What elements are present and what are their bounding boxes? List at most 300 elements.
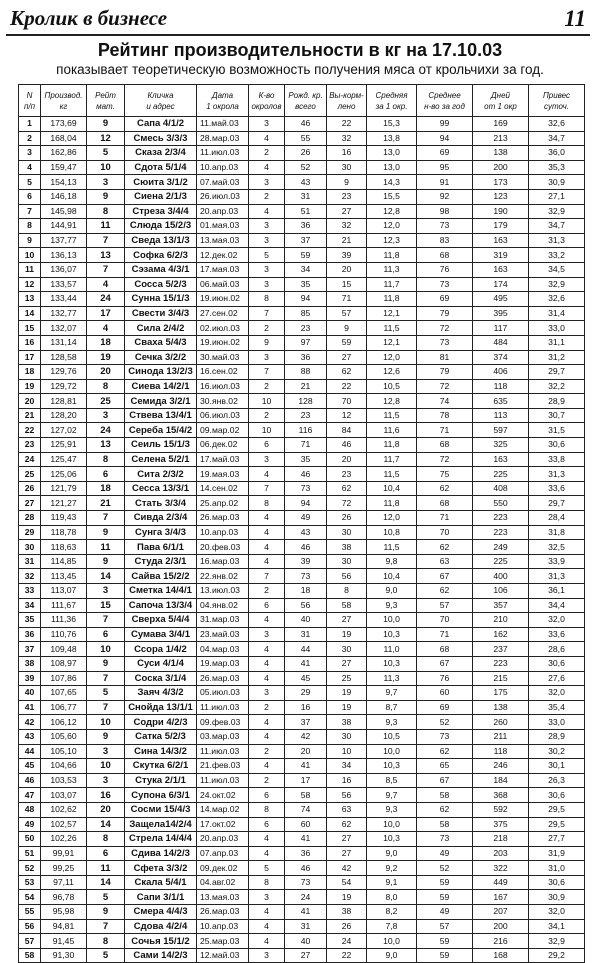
table-cell: 3 <box>19 146 41 161</box>
table-cell: Сина 14/3/2 <box>125 744 197 759</box>
table-cell: 8 <box>87 452 125 467</box>
table-cell: 223 <box>473 511 529 526</box>
table-cell: 5 <box>87 686 125 701</box>
table-cell: 70 <box>417 613 473 628</box>
column-header: N п/п <box>19 85 41 117</box>
table-cell: 21 <box>19 408 41 423</box>
table-cell: 26.мар.03 <box>197 905 249 920</box>
table-cell: 17 <box>285 773 327 788</box>
table-cell: 34,1 <box>529 919 585 934</box>
table-cell: 4 <box>87 321 125 336</box>
table-cell: 168 <box>473 948 529 963</box>
table-cell: 11 <box>87 540 125 555</box>
table-cell: 322 <box>473 861 529 876</box>
table-cell: 9,3 <box>367 715 417 730</box>
table-cell: 10,5 <box>367 379 417 394</box>
table-row <box>19 496 585 511</box>
table-row <box>19 321 585 336</box>
table-cell: 12,1 <box>367 306 417 321</box>
table-cell: 105,10 <box>41 744 87 759</box>
table-cell: 95 <box>417 160 473 175</box>
table-cell: 6 <box>87 467 125 482</box>
table-cell: 179 <box>473 219 529 234</box>
table-cell: 3 <box>87 408 125 423</box>
table-cell: Сумава 3/4/1 <box>125 627 197 642</box>
table-cell: 30,6 <box>529 656 585 671</box>
table-cell: Сосми 15/4/3 <box>125 802 197 817</box>
table-cell: 136,13 <box>41 248 87 263</box>
table-cell: 10.апр.03 <box>197 160 249 175</box>
table-cell: 9 <box>327 175 367 190</box>
table-cell: 26 <box>19 481 41 496</box>
table-cell: 54 <box>327 875 367 890</box>
table-cell: 31 <box>19 554 41 569</box>
table-cell: 50 <box>19 832 41 847</box>
table-cell: 25 <box>19 467 41 482</box>
table-cell: Стать 3/3/4 <box>125 496 197 511</box>
table-row <box>19 861 585 876</box>
table-cell: 9 <box>87 117 125 132</box>
table-cell: 3 <box>249 890 285 905</box>
table-cell: 40 <box>285 934 327 949</box>
table-cell: 13 <box>87 438 125 453</box>
table-row <box>19 219 585 234</box>
table-cell: 67 <box>417 656 473 671</box>
table-cell: 32,0 <box>529 613 585 628</box>
table-cell: 2 <box>19 131 41 146</box>
table-cell: 9 <box>19 233 41 248</box>
table-cell: 10,5 <box>367 729 417 744</box>
table-cell: 15 <box>327 277 367 292</box>
table-cell: 11,3 <box>367 262 417 277</box>
table-cell: 26 <box>327 511 367 526</box>
table-cell: Смесь 3/3/3 <box>125 131 197 146</box>
table-cell: 24.окт.02 <box>197 788 249 803</box>
table-cell: 19.июн.02 <box>197 335 249 350</box>
table-cell: 9 <box>327 321 367 336</box>
table-row <box>19 306 585 321</box>
table-cell: 163 <box>473 452 529 467</box>
table-cell: 29,5 <box>529 802 585 817</box>
table-cell: 43 <box>285 525 327 540</box>
table-cell: 31 <box>285 627 327 642</box>
table-cell: 237 <box>473 642 529 657</box>
table-cell: 33,0 <box>529 715 585 730</box>
table-row <box>19 175 585 190</box>
table-cell: 54 <box>19 890 41 905</box>
table-cell: 31,2 <box>529 350 585 365</box>
table-cell: 26.июл.03 <box>197 189 249 204</box>
column-header: Вы-корм- лено <box>327 85 367 117</box>
table-cell: 133,57 <box>41 277 87 292</box>
table-cell: 19 <box>327 627 367 642</box>
table-cell: 8 <box>87 379 125 394</box>
table-cell: 9 <box>87 189 125 204</box>
table-cell: 102,62 <box>41 802 87 817</box>
table-cell: 62 <box>417 481 473 496</box>
table-cell: 29,7 <box>529 365 585 380</box>
table-cell: 13.июл.03 <box>197 584 249 599</box>
table-cell: 24 <box>19 452 41 467</box>
table-cell: 58 <box>285 788 327 803</box>
table-cell: 24 <box>87 292 125 307</box>
table-cell: 38 <box>327 715 367 730</box>
table-cell: 7 <box>249 306 285 321</box>
table-cell: 22 <box>327 117 367 132</box>
table-row <box>19 117 585 132</box>
table-cell: 15 <box>19 321 41 336</box>
table-cell: 15 <box>87 598 125 613</box>
table-row <box>19 832 585 847</box>
table-cell: 3 <box>249 627 285 642</box>
table-cell: 31 <box>285 189 327 204</box>
table-cell: 58 <box>327 598 367 613</box>
table-cell: 128,81 <box>41 394 87 409</box>
table-cell: 7 <box>249 481 285 496</box>
table-cell: 26,3 <box>529 773 585 788</box>
table-cell: 13 <box>87 248 125 263</box>
table-cell: 30 <box>327 525 367 540</box>
table-cell: 4 <box>249 729 285 744</box>
table-cell: 30,1 <box>529 759 585 774</box>
table-cell: 20 <box>285 744 327 759</box>
table-cell: 190 <box>473 204 529 219</box>
table-cell: 33,9 <box>529 554 585 569</box>
table-cell: 2 <box>249 700 285 715</box>
table-cell: 97 <box>285 335 327 350</box>
table-cell: 35 <box>19 613 41 628</box>
table-cell: 6 <box>87 846 125 861</box>
table-cell: 121,79 <box>41 481 87 496</box>
table-cell: 59 <box>417 934 473 949</box>
table-cell: 12 <box>87 131 125 146</box>
table-cell: 91 <box>417 175 473 190</box>
table-cell: 4 <box>249 934 285 949</box>
table-cell: 30 <box>327 554 367 569</box>
table-cell: 9 <box>87 554 125 569</box>
table-cell: 07.апр.03 <box>197 846 249 861</box>
table-cell: 27 <box>327 832 367 847</box>
table-cell: 20 <box>87 365 125 380</box>
table-header <box>19 85 585 117</box>
table-cell: 62 <box>327 365 367 380</box>
table-cell: 1 <box>19 117 41 132</box>
table-cell: 12,8 <box>367 394 417 409</box>
table-cell: 46 <box>285 861 327 876</box>
table-cell: 118 <box>473 744 529 759</box>
table-cell: 49 <box>285 511 327 526</box>
table-cell: 45 <box>285 671 327 686</box>
table-cell: 31,3 <box>529 569 585 584</box>
table-cell: 71 <box>285 438 327 453</box>
table-cell: 26.мар.03 <box>197 511 249 526</box>
table-cell: 57 <box>417 598 473 613</box>
table-cell: 103,07 <box>41 788 87 803</box>
table-cell: 5 <box>87 948 125 963</box>
table-cell: 43 <box>285 175 327 190</box>
table-cell: 12.май.03 <box>197 948 249 963</box>
table-cell: Сапа 4/1/2 <box>125 117 197 132</box>
table-cell: 8,7 <box>367 700 417 715</box>
table-cell: 34 <box>19 598 41 613</box>
table-cell: 103,53 <box>41 773 87 788</box>
table-row <box>19 613 585 628</box>
table-cell: 31.мар.03 <box>197 613 249 628</box>
table-cell: 14 <box>19 306 41 321</box>
table-cell: 32 <box>19 569 41 584</box>
table-cell: 59 <box>285 248 327 263</box>
table-cell: 168,04 <box>41 131 87 146</box>
table-cell: 06.дек.02 <box>197 438 249 453</box>
table-row <box>19 934 585 949</box>
table-cell: 4 <box>249 846 285 861</box>
table-cell: 14 <box>87 875 125 890</box>
table-cell: 21 <box>327 233 367 248</box>
table-cell: 10,0 <box>367 934 417 949</box>
table-cell: 62 <box>417 584 473 599</box>
table-cell: Суси 4/1/4 <box>125 656 197 671</box>
table-cell: Защела14/2/4 <box>125 817 197 832</box>
table-cell: 368 <box>473 788 529 803</box>
table-cell: 38 <box>327 905 367 920</box>
table-cell: 23 <box>285 408 327 423</box>
table-cell: 83 <box>417 233 473 248</box>
table-cell: 16 <box>87 788 125 803</box>
table-cell: 8 <box>249 292 285 307</box>
table-cell: 23 <box>19 438 41 453</box>
table-cell: 7 <box>19 204 41 219</box>
table-cell: 28,9 <box>529 394 585 409</box>
table-cell: 5 <box>87 890 125 905</box>
table-cell: 74 <box>417 394 473 409</box>
table-row <box>19 204 585 219</box>
table-cell: 11.июл.03 <box>197 700 249 715</box>
table-cell: 3 <box>249 262 285 277</box>
table-cell: 56 <box>327 569 367 584</box>
table-cell: 128,58 <box>41 350 87 365</box>
table-cell: 30 <box>19 540 41 555</box>
table-cell: 33,8 <box>529 452 585 467</box>
table-cell: 22 <box>327 379 367 394</box>
table-cell: 113,07 <box>41 584 87 599</box>
table-cell: 73 <box>285 875 327 890</box>
table-cell: 13 <box>19 292 41 307</box>
table-cell: 29,5 <box>529 817 585 832</box>
table-row <box>19 627 585 642</box>
table-row <box>19 248 585 263</box>
table-cell: 27.сен.02 <box>197 306 249 321</box>
table-cell: 55 <box>285 131 327 146</box>
table-cell: 68 <box>417 438 473 453</box>
table-cell: 5 <box>19 175 41 190</box>
table-cell: 72 <box>327 496 367 511</box>
table-cell: Сдота 5/1/4 <box>125 160 197 175</box>
table-cell: 4 <box>249 919 285 934</box>
table-cell: 200 <box>473 160 529 175</box>
table-cell: 6 <box>249 598 285 613</box>
table-cell: 70 <box>327 394 367 409</box>
table-cell: 200 <box>473 919 529 934</box>
table-row <box>19 817 585 832</box>
column-header: Дней от 1 окр <box>473 85 529 117</box>
table-cell: 41 <box>285 832 327 847</box>
table-cell: 3 <box>87 773 125 788</box>
table-cell: Сила 2/4/2 <box>125 321 197 336</box>
table-cell: 31 <box>285 919 327 934</box>
table-cell: 35 <box>285 277 327 292</box>
table-row <box>19 905 585 920</box>
table-row <box>19 394 585 409</box>
table-cell: 29 <box>19 525 41 540</box>
table-cell: 29,7 <box>529 496 585 511</box>
table-cell: 8 <box>19 219 41 234</box>
table-cell: 357 <box>473 598 529 613</box>
table-cell: 27 <box>327 350 367 365</box>
table-cell: 30.май.03 <box>197 350 249 365</box>
table-cell: 17.окт.02 <box>197 817 249 832</box>
table-cell: 81 <box>417 350 473 365</box>
table-cell: 12 <box>327 408 367 423</box>
table-cell: 38 <box>327 540 367 555</box>
table-cell: 27 <box>327 656 367 671</box>
table-cell: 21 <box>87 496 125 511</box>
table-cell: 11,5 <box>367 321 417 336</box>
table-cell: 7 <box>87 262 125 277</box>
table-cell: 19 <box>327 700 367 715</box>
table-cell: 125,47 <box>41 452 87 467</box>
table-cell: 246 <box>473 759 529 774</box>
table-cell: 98 <box>417 204 473 219</box>
table-cell: 32 <box>327 131 367 146</box>
table-cell: 117 <box>473 321 529 336</box>
table-cell: 57 <box>327 306 367 321</box>
table-cell: 19.мар.03 <box>197 656 249 671</box>
table-cell: 12 <box>19 277 41 292</box>
table-cell: 20.фев.03 <box>197 540 249 555</box>
table-cell: 11,8 <box>367 248 417 263</box>
table-cell: 07.май.03 <box>197 175 249 190</box>
table-cell: 79 <box>417 365 473 380</box>
table-cell: 69 <box>417 292 473 307</box>
table-cell: 67 <box>417 773 473 788</box>
table-cell: Сечка 3/2/2 <box>125 350 197 365</box>
table-row <box>19 715 585 730</box>
table-cell: 9,7 <box>367 788 417 803</box>
table-cell: Супона 6/3/1 <box>125 788 197 803</box>
table-cell: 19 <box>327 890 367 905</box>
table-cell: Селена 5/2/1 <box>125 452 197 467</box>
table-cell: 19 <box>87 350 125 365</box>
table-cell: 04.авг.02 <box>197 875 249 890</box>
table-cell: 24 <box>327 934 367 949</box>
table-cell: 68 <box>417 496 473 511</box>
table-cell: 8 <box>87 204 125 219</box>
table-cell: 129,72 <box>41 379 87 394</box>
table-cell: 31,8 <box>529 525 585 540</box>
table-cell: 59 <box>417 875 473 890</box>
table-cell: 30,7 <box>529 408 585 423</box>
table-cell: 400 <box>473 569 529 584</box>
table-row <box>19 452 585 467</box>
table-cell: 11,5 <box>367 540 417 555</box>
table-cell: 33,2 <box>529 248 585 263</box>
table-cell: Сфета 3/3/2 <box>125 861 197 876</box>
table-cell: 10 <box>87 759 125 774</box>
table-cell: 4 <box>249 467 285 482</box>
table-cell: 27 <box>285 948 327 963</box>
table-cell: 11,5 <box>367 467 417 482</box>
table-cell: 20 <box>327 262 367 277</box>
table-cell: 73 <box>417 335 473 350</box>
table-cell: 9,1 <box>367 875 417 890</box>
table-cell: 55 <box>19 905 41 920</box>
table-cell: 8,0 <box>367 890 417 905</box>
table-cell: 133,44 <box>41 292 87 307</box>
page-number: 11 <box>564 6 586 31</box>
table-cell: 52 <box>417 715 473 730</box>
table-cell: 31,1 <box>529 335 585 350</box>
table-row <box>19 540 585 555</box>
table-cell: Синода 13/2/3 <box>125 365 197 380</box>
table-cell: 36 <box>285 846 327 861</box>
table-cell: Сиева 14/2/1 <box>125 379 197 394</box>
table-cell: 09.дек.02 <box>197 861 249 876</box>
table-cell: 163 <box>473 262 529 277</box>
table-cell: 39 <box>19 671 41 686</box>
table-cell: 2 <box>249 584 285 599</box>
table-cell: 111,36 <box>41 613 87 628</box>
table-cell: 9,0 <box>367 948 417 963</box>
table-cell: 63 <box>417 554 473 569</box>
table-cell: 79 <box>417 306 473 321</box>
table-cell: 159,47 <box>41 160 87 175</box>
table-cell: 33,6 <box>529 481 585 496</box>
table-cell: 41 <box>285 759 327 774</box>
table-cell: 78 <box>417 408 473 423</box>
table-cell: 10 <box>87 642 125 657</box>
table-cell: 49 <box>19 817 41 832</box>
table-cell: 7 <box>87 233 125 248</box>
table-cell: 12,0 <box>367 511 417 526</box>
table-cell: 10.апр.03 <box>197 919 249 934</box>
table-cell: 213 <box>473 131 529 146</box>
table-cell: 46 <box>285 467 327 482</box>
table-cell: 09.мар.02 <box>197 423 249 438</box>
table-cell: Соска 3/1/4 <box>125 671 197 686</box>
table-cell: 44 <box>19 744 41 759</box>
table-cell: 8,5 <box>367 773 417 788</box>
table-cell: Свести 3/4/3 <box>125 306 197 321</box>
table-cell: 3 <box>249 686 285 701</box>
table-cell: 7 <box>87 671 125 686</box>
table-cell: 2 <box>249 744 285 759</box>
table-cell: 40 <box>285 613 327 628</box>
table-cell: 136,07 <box>41 262 87 277</box>
table-cell: 3 <box>87 175 125 190</box>
table-cell: 2 <box>249 379 285 394</box>
table-cell: 16 <box>327 773 367 788</box>
table-cell: 10,0 <box>367 817 417 832</box>
table-cell: 8,2 <box>367 905 417 920</box>
table-cell: 102,57 <box>41 817 87 832</box>
table-cell: 3 <box>249 277 285 292</box>
table-row <box>19 642 585 657</box>
table-cell: 10,4 <box>367 569 417 584</box>
table-cell: 11,8 <box>367 438 417 453</box>
table-cell: 32,9 <box>529 277 585 292</box>
table-cell: 21.фев.03 <box>197 759 249 774</box>
table-cell: 25.мар.03 <box>197 934 249 949</box>
